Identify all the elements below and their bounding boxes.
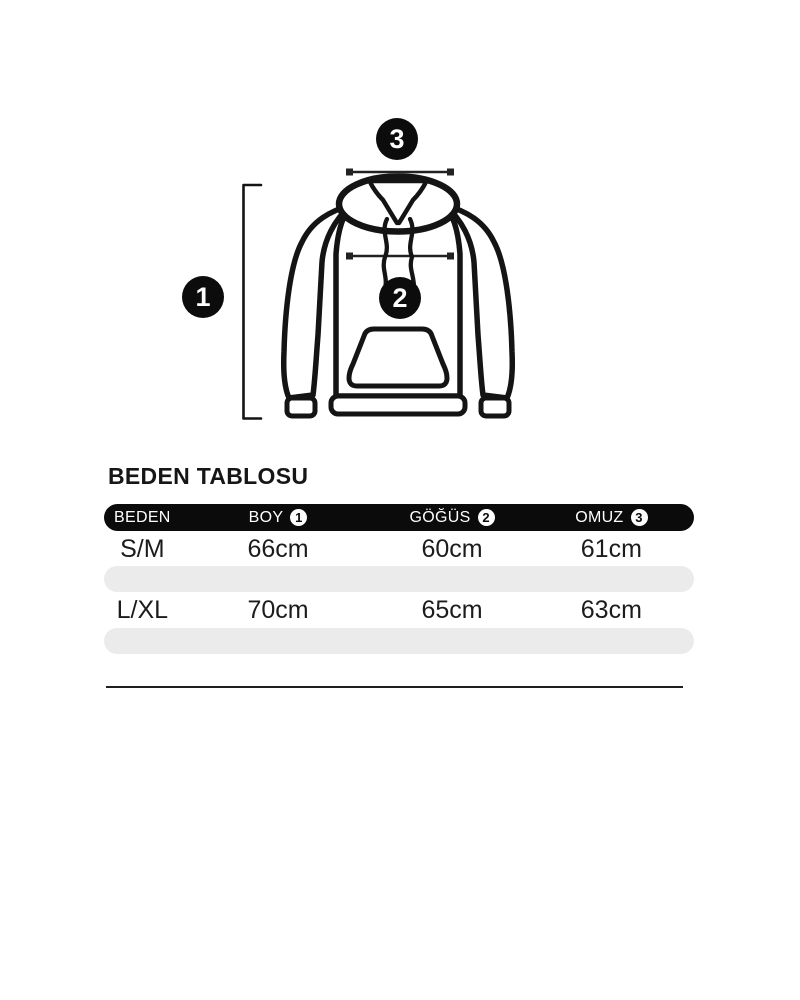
measure-badge-3: 3	[376, 118, 418, 160]
header-gogus-badge: 2	[478, 509, 495, 526]
hoodie-right-cuff	[481, 398, 509, 416]
hoodie-pocket	[349, 329, 447, 386]
bottom-divider	[106, 686, 683, 688]
length-bracket	[244, 185, 262, 419]
header-col-omuz-label: OMUZ	[575, 508, 624, 526]
header-col-boy-label: BOY	[248, 508, 284, 526]
hoodie-waistband	[331, 396, 465, 414]
shoulder-line-end-left	[346, 169, 353, 176]
row-separator-band	[104, 628, 694, 654]
cell-beden: L/XL	[116, 595, 169, 624]
cell-omuz: 63cm	[580, 595, 642, 624]
chest-line-end-left	[346, 253, 353, 260]
shoulder-line-end-right	[447, 169, 454, 176]
header-col-gogus-label: GÖĞÜS	[409, 508, 471, 526]
hood-drawstring-left	[384, 219, 387, 289]
cell-gogus: 65cm	[421, 595, 483, 624]
cell-boy: 70cm	[247, 595, 309, 624]
header-col-gogus	[375, 509, 528, 527]
cell-beden: S/M	[120, 534, 165, 563]
size-table-title: BEDEN TABLOSU	[108, 463, 309, 489]
cell-omuz: 61cm	[580, 534, 642, 563]
cell-gogus: 60cm	[421, 534, 483, 563]
header-col-omuz	[529, 509, 694, 527]
header-col-beden: BEDEN	[114, 508, 171, 526]
header-col-boy	[181, 509, 376, 527]
table-row-lxl	[104, 596, 694, 624]
header-boy-badge: 1	[290, 509, 307, 526]
chest-line-end-right	[447, 253, 454, 260]
header-omuz-badge: 3	[631, 509, 648, 526]
hoodie-left-cuff	[287, 398, 315, 416]
row-separator-band	[104, 566, 694, 592]
table-row-sm	[104, 535, 694, 563]
size-table-header	[104, 504, 694, 531]
measure-badge-1: 1	[182, 276, 224, 318]
measure-badge-2: 2	[379, 277, 421, 319]
cell-boy: 66cm	[247, 534, 309, 563]
